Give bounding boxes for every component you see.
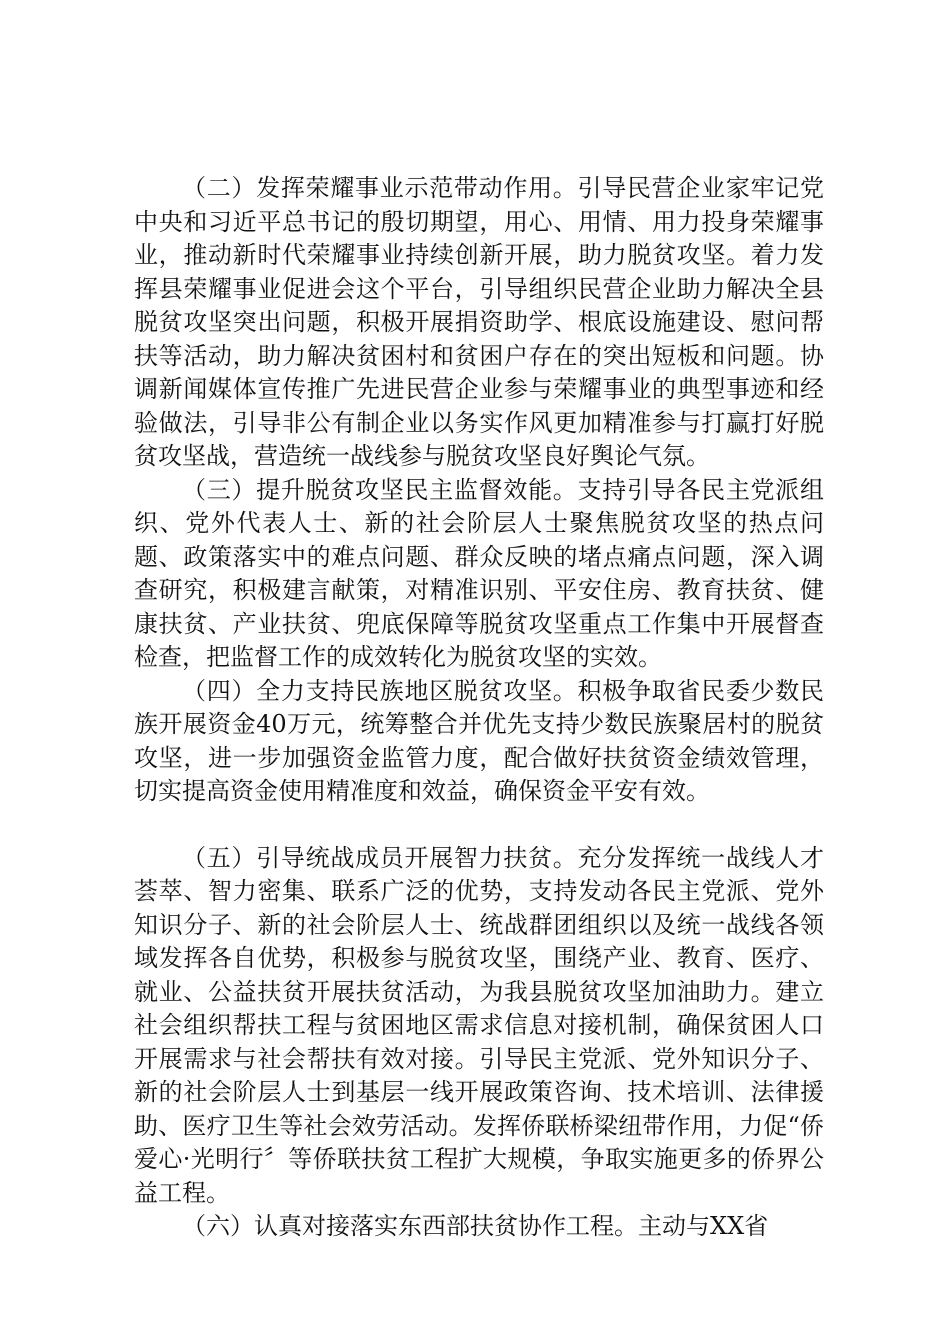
paragraph-6-east-west-cooperation: （六）认真对接落实东西部扶贫协作工程。主动与XX省 xyxy=(182,1212,769,1240)
paragraph-5-intellectual-aid: （五）引导统战成员开展智力扶贫。充分发挥统一战线人才荟萃、智力密集、联系广泛的优势，支持发动各民主党派、党外知识分子、新的社会阶层人士、统战群团组织以及统一战线各领域发挥各自优势，积极参与脱贫攻坚，围绕产业、教育、医疗、就业、公益扶贫开展扶贫活动，为我县脱贫攻坚加油助力。建立社会组织帮扶工程与贫困地区需求信息对接机制，确保贫困人口开展需求与社会帮扶有效对接。引导民主党派、党外知识分子、新的社会阶层人士到基层一线开展政策咨询、技术培训、法律援助、医疗卫生等社会效劳活动。发挥侨联桥梁纽带作用，力促“侨爱心·光明行〞等侨联扶贫工程扩大规模，争取实施更多的侨界公益工程。 xyxy=(134,843,824,1207)
paragraph-2-honor-cause: （二）发挥荣耀事业示范带动作用。引导民营企业家牢记党中央和习近平总书记的殷切期望，用心、用情、用力投身荣耀事业，推动新时代荣耀事业持续创新开展，助力脱贫攻坚。着力发挥县荣耀事业促进会这个平台，引导组织民营企业助力解决全县脱贫攻坚突出问题，积极开展捐资助学、根底设施建设、慰问帮扶等活动，助力解决贫困村和贫困户存在的突出短板和问题。协调新闻媒体宣传推广先进民营企业参与荣耀事业的典型事迹和经验做法，引导非公有制企业以务实作风更加精准参与打赢打好脱贫攻坚战，营造统一战线参与脱贫攻坚良好舆论气氛。 xyxy=(134,174,824,470)
document-body xyxy=(134,172,824,1244)
paragraph-4-ethnic-regions: （四）全力支持民族地区脱贫攻坚。积极争取省民委少数民族开展资金40万元，统筹整合并优先支持少数民族聚居村的脱贫攻坚，进一步加强资金监管力度，配合做好扶贫资金绩效管理，切实提高资金使用精准度和效益，确保资金平安有效。 xyxy=(134,676,824,805)
paragraph-3-democratic-supervision: （三）提升脱贫攻坚民主监督效能。支持引导各民主党派组织、党外代表人士、新的社会阶层人士聚焦脱贫攻坚的热点问题、政策落实中的难点问题、群众反映的堵点痛点问题，深入调查研究，积极建言献策，对精准识别、平安住房、教育扶贫、健康扶贫、产业扶贫、兜底保障等脱贫攻坚重点工作集中开展督查检查，把监督工作的成效转化为脱贫攻坚的实效。 xyxy=(134,475,824,671)
